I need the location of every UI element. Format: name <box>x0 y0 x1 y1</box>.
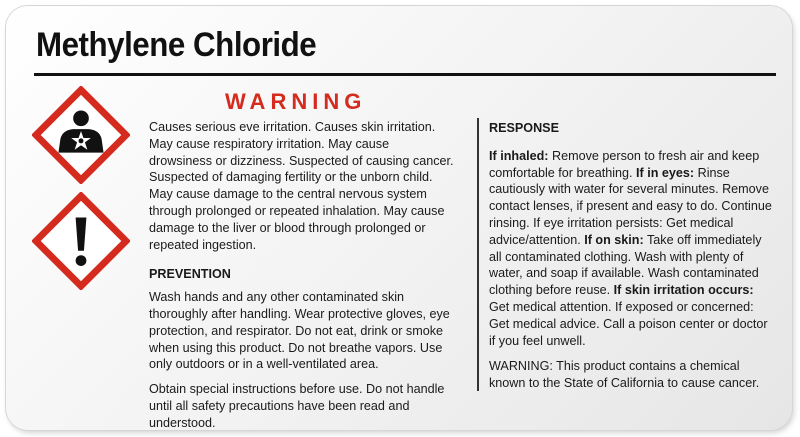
title-divider <box>34 73 776 76</box>
hazard-statements: Causes serious eve irritation. Causes skin irritation. May cause respiratory irritation. May cause drowsiness or dizziness. Suspected of causing cancer. Suspected of damaging fertility or the unborn child. May cause damage to the central nervous system through prolonged or repeated inhalation. May cause damage to the liver or blood through prolonged or repeated ingestion. <box>149 120 454 252</box>
column-divider <box>477 118 479 391</box>
if-in-eyes-text: Rinse cautiously with water for several minutes. Remove contact lenses, if present and easy to do. Continue rinsing. If eye irritation persists: Get medical advice/attention. <box>489 165 772 247</box>
if-skin-irritation-label: If skin irritation occurs: <box>613 283 754 298</box>
if-inhaled-text: Remove person to fresh air and keep comfortable for breathing. <box>489 148 760 180</box>
if-in-eyes-label: If in eyes: <box>636 165 695 180</box>
if-on-skin-label: If on skin: <box>584 232 644 247</box>
exclamation-mark-icon <box>32 192 130 290</box>
signal-word: WARNING <box>225 89 367 114</box>
response-paragraph <box>489 148 774 350</box>
page-title: Methylene Chloride <box>36 26 317 64</box>
california-warning: WARNING: This product contains a chemical known to the State of California to cause cancer. <box>489 359 760 391</box>
prevention-paragraph-2: Obtain special instructions before use. Do not handle until all safety precautions have been read and understood. <box>149 382 445 430</box>
if-on-skin-text: Take off immediately all contaminated clothing. Wash with plenty of water, and soap if available. Wash contaminated clothing before reuse. <box>489 232 762 298</box>
response-heading: RESPONSE <box>489 121 559 135</box>
health-hazard-icon <box>32 86 130 184</box>
if-skin-irritation-text: Get medical attention. If exposed or concerned: Get medical advice. Call a poison center or doctor if you feel unwell. <box>489 299 768 348</box>
prevention-paragraph-1: Wash hands and any other contaminated skin thoroughly after handling. Wear protective gloves, eye protection, and respirator. Do not eat, drink or smoke when using this product. Do not breathe vapors. Use only outdoors or in a well-ventilated area. <box>149 290 450 372</box>
right-column <box>489 120 774 392</box>
prevention-heading: PREVENTION <box>149 267 231 282</box>
ghs-label <box>6 6 792 430</box>
left-column <box>149 119 454 430</box>
if-inhaled-label: If inhaled: <box>489 148 549 163</box>
